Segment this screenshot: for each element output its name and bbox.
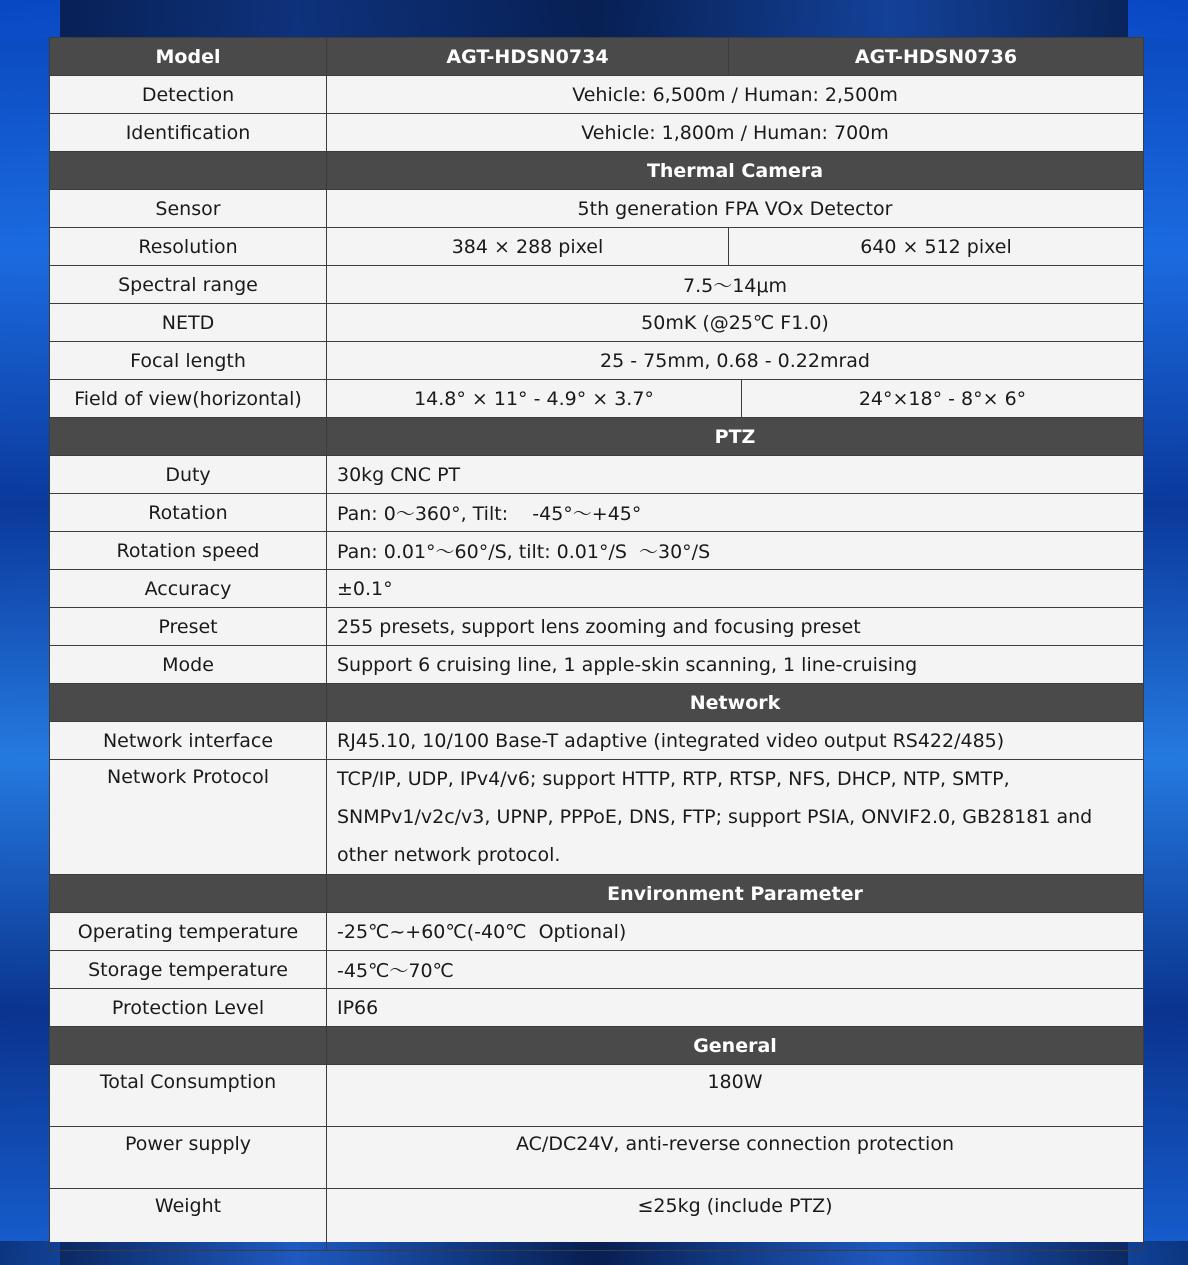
mode-label: Mode: [50, 646, 327, 684]
mode-value: Support 6 cruising line, 1 apple-skin scanning, 1 line-cruising: [327, 646, 1144, 684]
duty-value: 30kg CNC PT: [327, 456, 1144, 494]
network-protocol-label: Network Protocol: [50, 760, 327, 875]
consumption-label: Total Consumption: [50, 1065, 327, 1127]
preset-label: Preset: [50, 608, 327, 646]
network-protocol-value: TCP/IP, UDP, IPv4/v6; support HTTP, RTP, RTSP, NFS, DHCP, NTP, SMTP, SNMPv1/v2c/v3, UPNP, PPPoE, DNS, FTP; support PSIA, ONVIF2.0, GB28181 and other network protocol.: [327, 760, 1144, 875]
table-row: [50, 1065, 1144, 1127]
resolution-a: 384 × 288 pixel: [327, 228, 729, 266]
rotation-speed-label: Rotation speed: [50, 532, 327, 570]
identification-value: Vehicle: 1,800m / Human: 700m: [327, 114, 1144, 152]
accuracy-label: Accuracy: [50, 570, 327, 608]
model-a: AGT-HDSN0734: [327, 38, 729, 76]
network-interface-label: Network interface: [50, 722, 327, 760]
network-interface-value: RJ45.10, 10/100 Base-T adaptive (integrated video output RS422/485): [327, 722, 1144, 760]
protection-value: IP66: [327, 989, 1144, 1027]
section-header-general: [50, 1027, 1144, 1065]
table-row: [50, 1127, 1144, 1189]
table-row: [50, 989, 1144, 1027]
sensor-label: Sensor: [50, 190, 327, 228]
rotation-label: Rotation: [50, 494, 327, 532]
ptz-title: PTZ: [327, 418, 1144, 456]
table-row: [50, 266, 1144, 304]
netd-value: 50mK (@25℃ F1.0): [327, 304, 1144, 342]
weight-label: Weight: [50, 1189, 327, 1251]
power-value: AC/DC24V, anti-reverse connection protection: [327, 1127, 1144, 1189]
background-top-band: [0, 0, 1188, 38]
power-label: Power supply: [50, 1127, 327, 1189]
table-row: [50, 342, 1144, 380]
rotation-speed-value: Pan: 0.01°～60°/S, tilt: 0.01°/S ～30°/S: [327, 532, 1144, 570]
resolution-label: Resolution: [50, 228, 327, 266]
thermal-title: Thermal Camera: [327, 152, 1144, 190]
model-label: Model: [50, 38, 327, 76]
table-row: [50, 456, 1144, 494]
section-header-ptz: [50, 418, 1144, 456]
table-row: [50, 1189, 1144, 1251]
section-header-environment: [50, 875, 1144, 913]
table-row: [50, 190, 1144, 228]
focal-value: 25 - 75mm, 0.68 - 0.22mrad: [327, 342, 1144, 380]
model-b: AGT-HDSN0736: [729, 38, 1144, 76]
fov-label: Field of view(horizontal): [50, 380, 327, 418]
environment-title: Environment Parameter: [327, 875, 1144, 913]
spectral-label: Spectral range: [50, 266, 327, 304]
preset-value: 255 presets, support lens zooming and focusing preset: [327, 608, 1144, 646]
resolution-b: 640 × 512 pixel: [729, 228, 1144, 266]
protection-label: Protection Level: [50, 989, 327, 1027]
detection-value: Vehicle: 6,500m / Human: 2,500m: [327, 76, 1144, 114]
sensor-value: 5th generation FPA VOx Detector: [327, 190, 1144, 228]
general-title: General: [327, 1027, 1144, 1065]
table-row: [50, 646, 1144, 684]
table-row: [50, 76, 1144, 114]
table-row: [50, 760, 1144, 875]
focal-label: Focal length: [50, 342, 327, 380]
table-row: [50, 494, 1144, 532]
operating-temp-label: Operating temperature: [50, 913, 327, 951]
table-row: [50, 228, 1144, 266]
network-title: Network: [327, 684, 1144, 722]
identification-label: Identification: [50, 114, 327, 152]
header-row: [50, 38, 1144, 76]
accuracy-value: ±0.1°: [327, 570, 1144, 608]
table-row: [50, 304, 1144, 342]
section-header-thermal: [50, 152, 1144, 190]
spec-table: [49, 37, 1144, 1251]
table-row: [50, 608, 1144, 646]
spec-sheet: [49, 37, 1143, 1242]
storage-temp-label: Storage temperature: [50, 951, 327, 989]
table-row: [50, 532, 1144, 570]
fov-a: 14.8° × 11° - 4.9° × 3.7°: [327, 380, 742, 418]
table-row: [50, 570, 1144, 608]
fov-b: 24°×18° - 8°× 6°: [742, 380, 1144, 418]
table-row: [50, 722, 1144, 760]
operating-temp-value: -25℃~+60℃(-40℃ Optional): [327, 913, 1144, 951]
spectral-value: 7.5～14μm: [327, 266, 1144, 304]
duty-label: Duty: [50, 456, 327, 494]
rotation-value: Pan: 0～360°, Tilt: -45°～+45°: [327, 494, 1144, 532]
section-header-network: [50, 684, 1144, 722]
consumption-value: 180W: [327, 1065, 1144, 1127]
table-row: [50, 114, 1144, 152]
storage-temp-value: -45℃～70℃: [327, 951, 1144, 989]
table-row: [50, 380, 1144, 418]
detection-label: Detection: [50, 76, 327, 114]
weight-value: ≤25kg (include PTZ): [327, 1189, 1144, 1251]
table-row: [50, 951, 1144, 989]
table-row: [50, 913, 1144, 951]
netd-label: NETD: [50, 304, 327, 342]
